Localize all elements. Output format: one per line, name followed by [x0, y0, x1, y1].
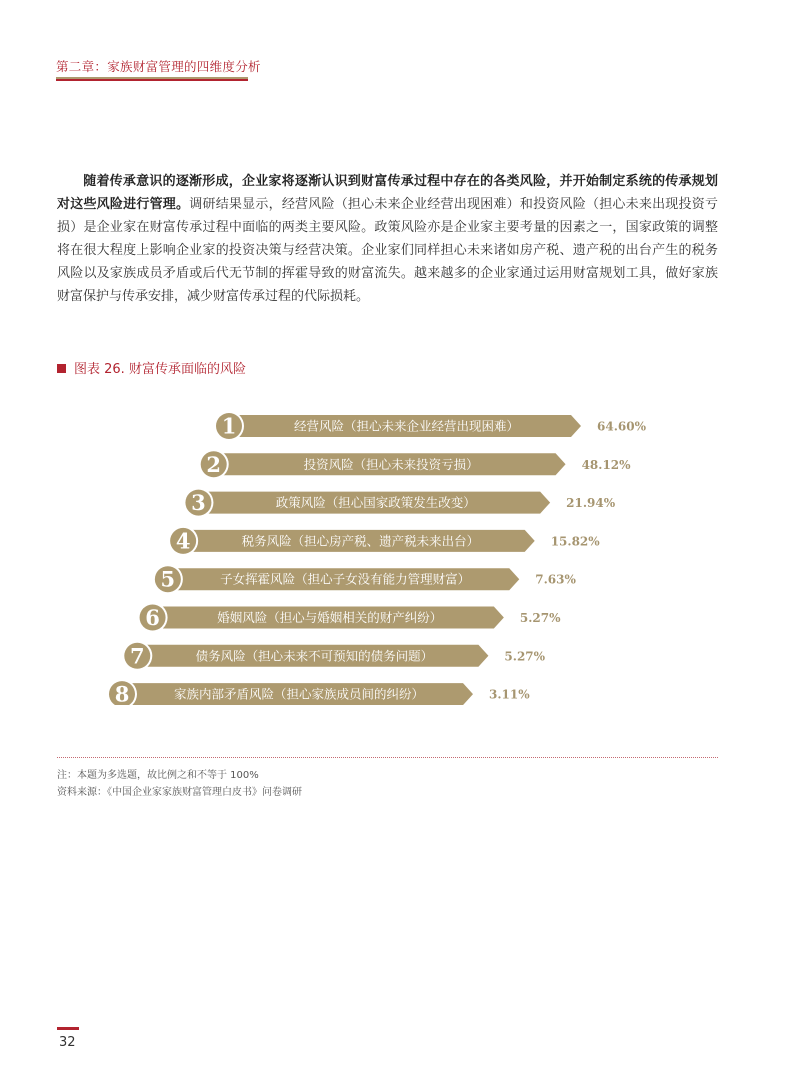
value-label-5: 7.63% [535, 572, 576, 587]
dotted-divider [57, 757, 718, 758]
rank-number-2: 2 [206, 451, 222, 477]
risk-bar-chart [0, 405, 793, 705]
rank-number-8: 8 [114, 681, 130, 705]
value-label-7: 5.27% [504, 649, 546, 664]
bar-label-5: 子女挥霍风险（担心子女没有能力管理财富） [220, 571, 471, 587]
value-label-1: 64.60% [597, 419, 646, 434]
figure-title-text: 图表 26. 财富传承面临的风险 [74, 362, 246, 377]
chapter-title: 第二章：家族财富管理的四维度分析 [56, 59, 261, 74]
rank-number-3: 3 [191, 490, 206, 516]
body-paragraph [57, 170, 718, 308]
body-lead-bold: 随着传承意识的逐渐形成，企业家将逐渐认识到财富传承过程中存在的各类风险，并开始制定系统的传承规划对这些风险进行管理。 [57, 174, 718, 212]
value-label-6: 5.27% [519, 611, 561, 625]
bar-label-3: 政策风险（担心国家政策发生改变） [275, 495, 476, 511]
value-label-3: 21.94% [566, 496, 616, 511]
page-number: 32 [59, 1035, 76, 1050]
notes [57, 767, 302, 801]
value-label-2: 48.12% [581, 457, 631, 472]
rank-number-1: 1 [221, 413, 237, 439]
rank-number-6: 6 [145, 605, 160, 630]
source-text: 资料来源：《中国企业家家族财富管理白皮书》问卷调研 [57, 787, 302, 798]
note-text: 注：本题为多选题，故比例之和不等于 100% [57, 770, 259, 781]
bar-label-2: 投资风险（担心未来投资亏损） [303, 456, 479, 472]
rank-number-7: 7 [129, 643, 145, 669]
rank-number-5: 5 [160, 566, 176, 592]
bar-label-7: 债务风险（担心未来不可预知的债务问题） [195, 648, 434, 664]
square-bullet-icon [57, 364, 66, 373]
page-number-mark [57, 1027, 79, 1030]
bar-label-6: 婚姻风险（担心与婚姻相关的财产纠纷） [217, 610, 443, 625]
bar-label-1: 经营风险（担心未来企业经营出现困难） [293, 418, 520, 434]
value-label-4: 15.82% [550, 534, 600, 549]
value-label-8: 3.11% [489, 687, 530, 702]
figure-title [57, 358, 246, 377]
header-rule-red [56, 79, 248, 81]
bar-label-8: 家族内部矛盾风险（担心家族成员间的纠纷） [173, 686, 425, 702]
rank-number-4: 4 [175, 528, 191, 554]
body-text: 调研结果显示，经营风险（担心未来企业经营出现困难）和投资风险（担心未来出现投资亏损）是企业家在财富传承过程中面临的两类主要风险。政策风险亦是企业家主要考量的因素之一，国家政策的调整将在很大程度上影响企业家的投资决策与经营决策。企业家们同样担心未来诸如房产税、遗产税的出台产生的税务风险以及家族成员矛盾或后代无节制的挥霍导致的财富流失。越来越多的企业家通过运用财富规划工具，做好家族财富保护与传承安排，减少财富传承过程的代际损耗。 [57, 197, 718, 304]
bar-label-4: 税务风险（担心房产税、遗产税未来出台） [241, 533, 480, 549]
